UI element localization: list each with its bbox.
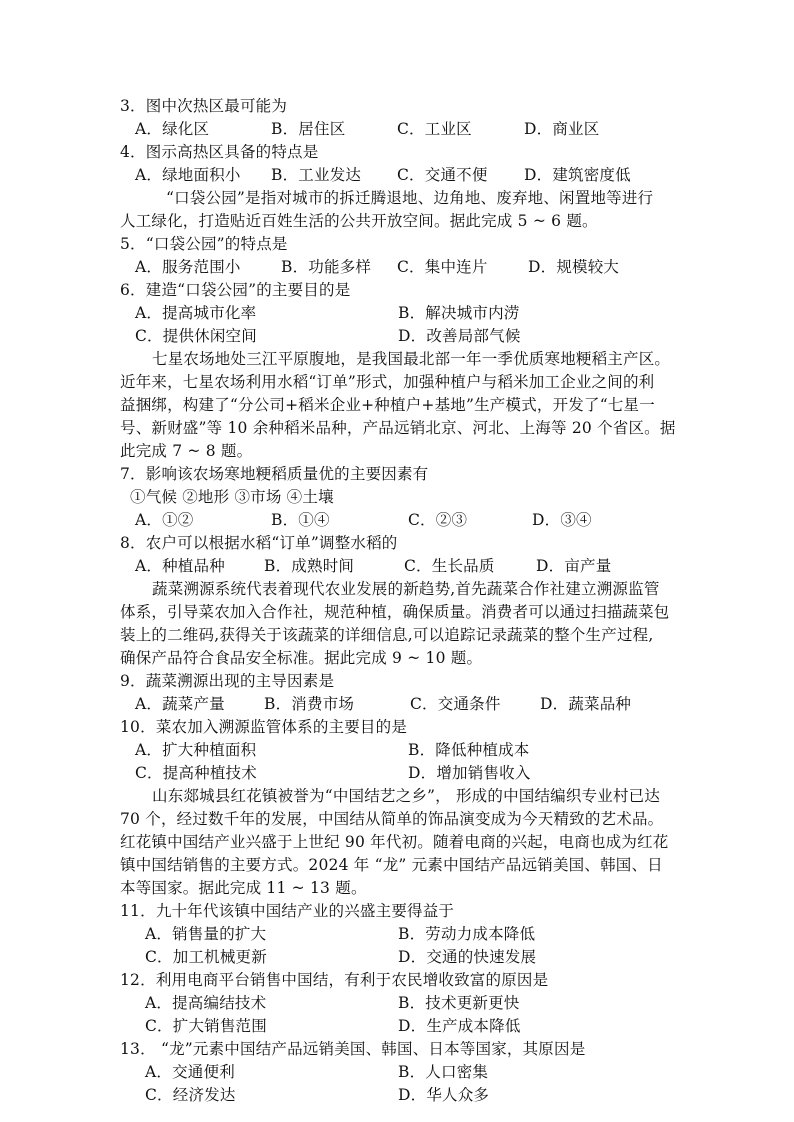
question-13-stem: 13． “龙”元素中国结产品远销美国、韩国、日本等国家，其原因是: [120, 1040, 586, 1058]
q6-option-c: C．提供休闲空间: [135, 327, 257, 345]
passage-9-10-line-4: 确保产品符合食品安全标准。据此完成 9 ~ 10 题。: [120, 649, 483, 667]
passage-7-8-line-2: 近年来，七星农场利用水稻“订单”形式，加强种植户与稻米加工企业之间的利: [120, 373, 655, 391]
passage-7-8-line-5: 此完成 7 ~ 8 题。: [120, 442, 253, 460]
q12-option-d: D．生产成本降低: [398, 1017, 521, 1035]
passage-9-10-line-3: 装上的二维码,获得关于该蔬菜的详细信息,可以追踪记录蔬菜的整个生产过程,: [120, 626, 654, 644]
q8-option-c: C．生长品质: [404, 557, 495, 575]
q12-option-b: B．技术更新更快: [398, 994, 520, 1012]
q5-option-a: A．服务范围小: [135, 258, 241, 276]
q3-option-c: C．工业区: [397, 120, 472, 138]
question-5-stem: 5．“口袋公园”的特点是: [120, 235, 288, 253]
q8-option-b: B．成熟时间: [264, 557, 355, 575]
q4-option-a: A．绿地面积小: [135, 166, 241, 184]
q3-option-a: A．绿化区: [135, 120, 210, 138]
q4-option-d: D．建筑密度低: [524, 166, 631, 184]
q5-option-c: C．集中连片: [397, 258, 488, 276]
q7-option-b: B．①④: [271, 511, 330, 529]
q10-option-c: C．提高种植技术: [135, 764, 257, 782]
q12-option-c: C．扩大销售范围: [145, 1017, 267, 1035]
q3-option-d: D．商业区: [524, 120, 600, 138]
q8-option-a: A．种植品种: [135, 557, 225, 575]
question-11-stem: 11．九十年代该镇中国结产业的兴盛主要得益于: [120, 902, 455, 920]
question-8-stem: 8．农户可以根据水稻“订单”调整水稻的: [120, 534, 398, 552]
question-7-stem: 7．影响该农场寒地粳稻质量优的主要因素有: [120, 465, 429, 483]
passage-5-6-line-2: 人工绿化，打造贴近百姓生活的公共开放空间。据此完成 5 ~ 6 题。: [120, 212, 598, 230]
q11-option-c: C．加工机械更新: [145, 948, 267, 966]
q11-option-d: D．交通的快速发展: [398, 948, 537, 966]
passage-5-6-line-1: “口袋公园”是指对城市的拆迁腾退地、边角地、废弃地、闲置地等进行: [166, 189, 654, 207]
q13-option-c: C．经济发达: [145, 1086, 236, 1104]
q6-option-a: A．提高城市化率: [135, 304, 257, 322]
q7-option-d: D．③④: [532, 511, 592, 529]
q13-option-d: D．华人众多: [398, 1086, 490, 1104]
q11-option-a: A．销售量的扩大: [145, 925, 267, 943]
q5-option-b: B．功能多样: [281, 258, 372, 276]
q5-option-d: D．规模较大: [528, 258, 620, 276]
q8-option-d: D．亩产量: [536, 557, 612, 575]
q7-option-c: C．②③: [408, 511, 468, 529]
q9-option-b: B．消费市场: [264, 695, 355, 713]
passage-11-13-line-3: 红花镇中国结产业兴盛于上世纪 90 年代初。随着电商的兴起，电商也成为红花: [120, 833, 669, 851]
question-3-stem: 3．图中次热区最可能为: [120, 97, 288, 115]
q10-option-d: D．增加销售收入: [408, 764, 531, 782]
passage-7-8-line-3: 益捆绑，构建了“分公司+稻米企业+种植户+基地”生产模式，开发了“七星一: [120, 396, 655, 414]
passage-9-10-line-2: 体系，引导菜农加入合作社，规范种植，确保质量。消费者可以通过扫描蔬菜包: [120, 603, 670, 621]
q10-option-a: A．扩大种植面积: [135, 741, 257, 759]
q4-option-b: B．工业发达: [271, 166, 362, 184]
q9-option-d: D．蔬菜品种: [540, 695, 632, 713]
q9-option-c: C．交通条件: [410, 695, 501, 713]
q6-option-b: B．解决城市内涝: [398, 304, 520, 322]
q9-option-a: A．蔬菜产量: [135, 695, 225, 713]
passage-11-13-line-1: 山东郯城县红花镇被誉为“中国结艺之乡”， 形成的中国结编织专业村已达: [152, 787, 661, 805]
question-4-stem: 4．图示高热区具备的特点是: [120, 143, 319, 161]
question-12-stem: 12．利用电商平台销售中国结，有利于农民增收致富的原因是: [120, 971, 549, 989]
q4-option-c: C．交通不便: [397, 166, 488, 184]
q10-option-b: B．降低种植成本: [408, 741, 530, 759]
question-9-stem: 9．蔬菜溯源出现的主导因素是: [120, 672, 335, 690]
q7-option-a: A．①②: [135, 511, 194, 529]
q3-option-b: B．居住区: [271, 120, 346, 138]
q11-option-b: B．劳动力成本降低: [398, 925, 536, 943]
question-7-factors: ①气候 ②地形 ③市场 ④土壤: [130, 488, 334, 506]
passage-11-13-line-2: 70 个，经过数千年的发展，中国结从简单的饰品演变成为今天精致的艺术品。: [120, 810, 664, 828]
passage-7-8-line-1: 七星农场地处三江平原腹地，是我国最北部一年一季优质寒地粳稻主产区。: [152, 350, 671, 368]
passage-7-8-line-4: 号、新财盛”等 10 余种稻米品种，产品远销北京、河北、上海等 20 个省区。据: [120, 419, 676, 437]
passage-11-13-line-4: 镇中国结销售的主要方式。2024 年 “龙” 元素中国结产品远销美国、韩国、日: [120, 856, 663, 874]
q6-option-d: D．改善局部气候: [398, 327, 521, 345]
q13-option-a: A．交通便利: [145, 1063, 235, 1081]
q13-option-b: B．人口密集: [398, 1063, 489, 1081]
q12-option-a: A．提高编结技术: [145, 994, 267, 1012]
passage-9-10-line-1: 蔬菜溯源系统代表着现代农业发展的新趋势,首先蔬菜合作社建立溯源监管: [152, 580, 660, 598]
passage-11-13-line-5: 本等国家。据此完成 11 ~ 13 题。: [120, 879, 367, 897]
question-10-stem: 10．菜农加入溯源监管体系的主要目的是: [120, 718, 408, 736]
question-6-stem: 6．建造“口袋公园”的主要目的是: [120, 281, 351, 299]
